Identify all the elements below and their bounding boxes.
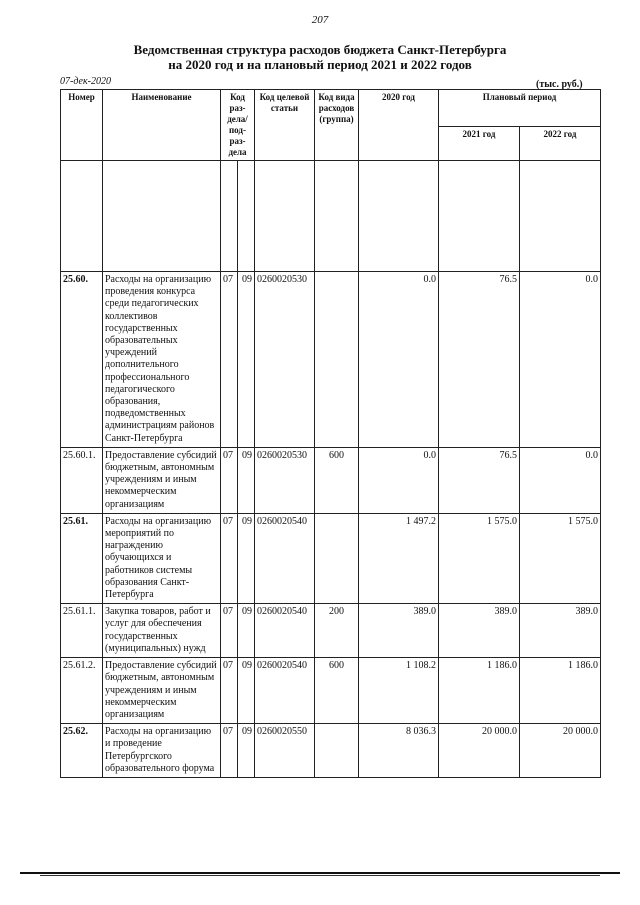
- row-subsection: 09: [238, 272, 255, 448]
- row-value-2021: 76.5: [439, 272, 520, 448]
- row-number: 25.62.: [61, 724, 103, 778]
- row-value-2022: 1 186.0: [520, 658, 601, 724]
- row-section: 07: [221, 724, 238, 778]
- table-row: [61, 513, 601, 603]
- row-value-2020: 0.0: [359, 272, 439, 448]
- row-value-2021: 20 000.0: [439, 724, 520, 778]
- row-name: Расходы на организацию и проведение Петербургского образовательного форума: [103, 724, 221, 778]
- row-value-2020: 8 036.3: [359, 724, 439, 778]
- title-line-1: Ведомственная структура расходов бюджета Санкт-Петербурга: [133, 42, 507, 57]
- row-value-2021: 1 575.0: [439, 513, 520, 603]
- row-name: Расходы на организацию мероприятий по награждению обучающихся и работников системы образования Санкт-Петербурга: [103, 513, 221, 603]
- footer-rule: [20, 872, 620, 874]
- table-row: [61, 658, 601, 724]
- footer-rule-thin: [40, 875, 600, 876]
- row-target-code: 0260020530: [255, 272, 315, 448]
- row-name: Предоставление субсидий бюджетным, автономным учреждениям и иным некоммерческим организациям: [103, 447, 221, 513]
- header-spacer-row: [61, 161, 601, 272]
- row-section: 07: [221, 658, 238, 724]
- row-value-2021: 76.5: [439, 447, 520, 513]
- title-line-2: на 2020 год и на плановый период 2021 и 2022 годов: [168, 57, 472, 72]
- row-expense-type: [315, 272, 359, 448]
- header-year-2022: 2022 год: [520, 127, 601, 161]
- row-number: 25.61.: [61, 513, 103, 603]
- row-subsection: 09: [238, 724, 255, 778]
- header-target-code: Код целевой статьи: [255, 90, 315, 161]
- row-number: 25.60.1.: [61, 447, 103, 513]
- row-expense-type: [315, 513, 359, 603]
- row-target-code: 0260020550: [255, 724, 315, 778]
- row-value-2022: 0.0: [520, 447, 601, 513]
- row-value-2021: 1 186.0: [439, 658, 520, 724]
- row-subsection: 09: [238, 447, 255, 513]
- row-section: 07: [221, 447, 238, 513]
- row-subsection: 09: [238, 658, 255, 724]
- row-value-2022: 20 000.0: [520, 724, 601, 778]
- row-expense-type: 600: [315, 658, 359, 724]
- row-target-code: 0260020530: [255, 447, 315, 513]
- row-value-2021: 389.0: [439, 604, 520, 658]
- row-value-2020: 389.0: [359, 604, 439, 658]
- header-year-2020: 2020 год: [359, 90, 439, 161]
- row-expense-type: 600: [315, 447, 359, 513]
- row-subsection: 09: [238, 513, 255, 603]
- row-name: Предоставление субсидий бюджетным, автономным учреждениям и иным некоммерческим организациям: [103, 658, 221, 724]
- header-expense-type-code: Код вида расходов (группа): [315, 90, 359, 161]
- budget-table: [60, 89, 601, 778]
- document-title: [0, 42, 640, 72]
- row-expense-type: 200: [315, 604, 359, 658]
- header-number: Номер: [61, 90, 103, 161]
- row-value-2022: 389.0: [520, 604, 601, 658]
- row-section: 07: [221, 604, 238, 658]
- row-subsection: 09: [238, 604, 255, 658]
- row-value-2020: 1 108.2: [359, 658, 439, 724]
- table-row: [61, 447, 601, 513]
- row-expense-type: [315, 724, 359, 778]
- document-date: 07-дек-2020: [60, 76, 111, 87]
- table-row: [61, 604, 601, 658]
- header-name: Наименование: [103, 90, 221, 161]
- row-target-code: 0260020540: [255, 513, 315, 603]
- header-section-code: Код раз-дела/ под-раз-дела: [221, 90, 255, 161]
- row-value-2020: 1 497.2: [359, 513, 439, 603]
- row-number: 25.60.: [61, 272, 103, 448]
- units-label: (тыс. руб.): [536, 79, 583, 90]
- header-year-2021: 2021 год: [439, 127, 520, 161]
- row-name: Закупка товаров, работ и услуг для обеспечения государственных (муниципальных) нужд: [103, 604, 221, 658]
- table-row: [61, 724, 601, 778]
- row-name: Расходы на организацию проведения конкурса среди педагогических коллективов государственных образовательных учреждений дополнительного профессионального педагогического образования, подведомственных администрациям районов Санкт-Петербурга: [103, 272, 221, 448]
- row-target-code: 0260020540: [255, 658, 315, 724]
- row-value-2022: 0.0: [520, 272, 601, 448]
- row-section: 07: [221, 272, 238, 448]
- row-value-2020: 0.0: [359, 447, 439, 513]
- row-value-2022: 1 575.0: [520, 513, 601, 603]
- row-number: 25.61.1.: [61, 604, 103, 658]
- table-row: [61, 272, 601, 448]
- page-number: 207: [311, 14, 329, 26]
- header-plan-period: Плановый период: [439, 90, 601, 127]
- row-target-code: 0260020540: [255, 604, 315, 658]
- row-number: 25.61.2.: [61, 658, 103, 724]
- row-section: 07: [221, 513, 238, 603]
